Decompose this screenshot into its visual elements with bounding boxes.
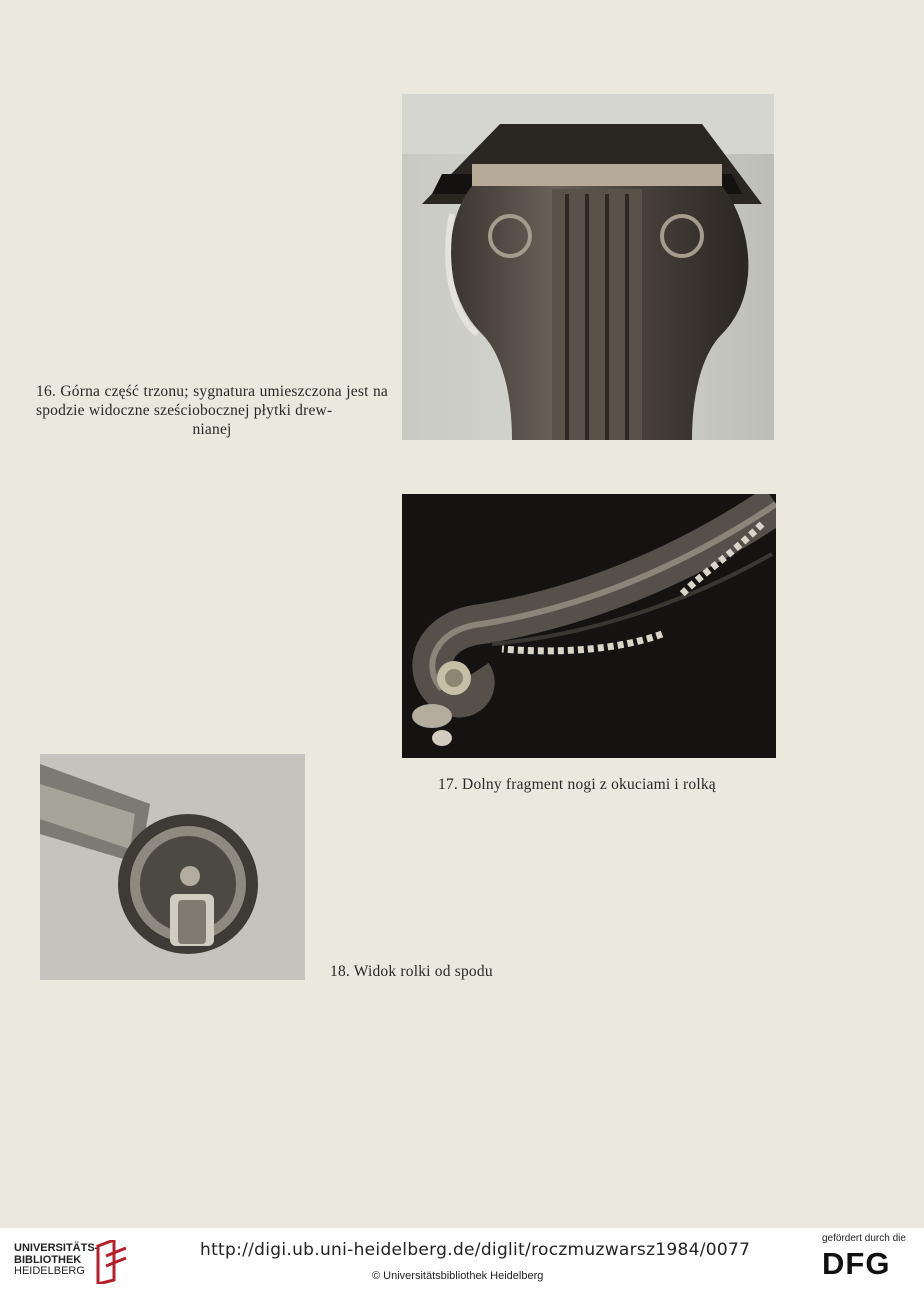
copyright-notice: © Universitätsbibliothek Heidelberg	[372, 1270, 544, 1282]
funding-label: gefördert durch die	[822, 1233, 906, 1244]
figure-17-photo	[402, 494, 776, 758]
university-library-wordmark	[14, 1243, 98, 1278]
figure-16-caption	[36, 382, 388, 439]
figure-16-photo	[402, 94, 774, 440]
figure-16-caption-main: 16. Górna część trzonu; sygnatura umieszczona jest na spodzie widoczne sześciobocznej płytki drew-	[36, 383, 388, 419]
figure-18-caption: 18. Widok rolki od spodu	[330, 963, 493, 980]
library-line2: BIBLIOTHEK	[14, 1253, 82, 1266]
library-line3: HEIDELBERG	[14, 1265, 85, 1277]
figure-16-caption-last: nianej	[192, 421, 232, 438]
figure-17-caption: 17. Dolny fragment nogi z okuciami i rolką	[438, 776, 716, 793]
figure-18-photo	[40, 754, 305, 980]
library-line1: UNIVERSITÄTS-	[14, 1242, 99, 1254]
university-library-mark-icon	[96, 1240, 128, 1284]
viewer-footer	[0, 1228, 924, 1292]
university-library-logo[interactable]	[14, 1237, 138, 1285]
dfg-logo[interactable]: DFG	[822, 1246, 891, 1281]
permalink-url[interactable]: http://digi.ub.uni-heidelberg.de/diglit/roczmuzwarsz1984/0077	[200, 1240, 751, 1260]
